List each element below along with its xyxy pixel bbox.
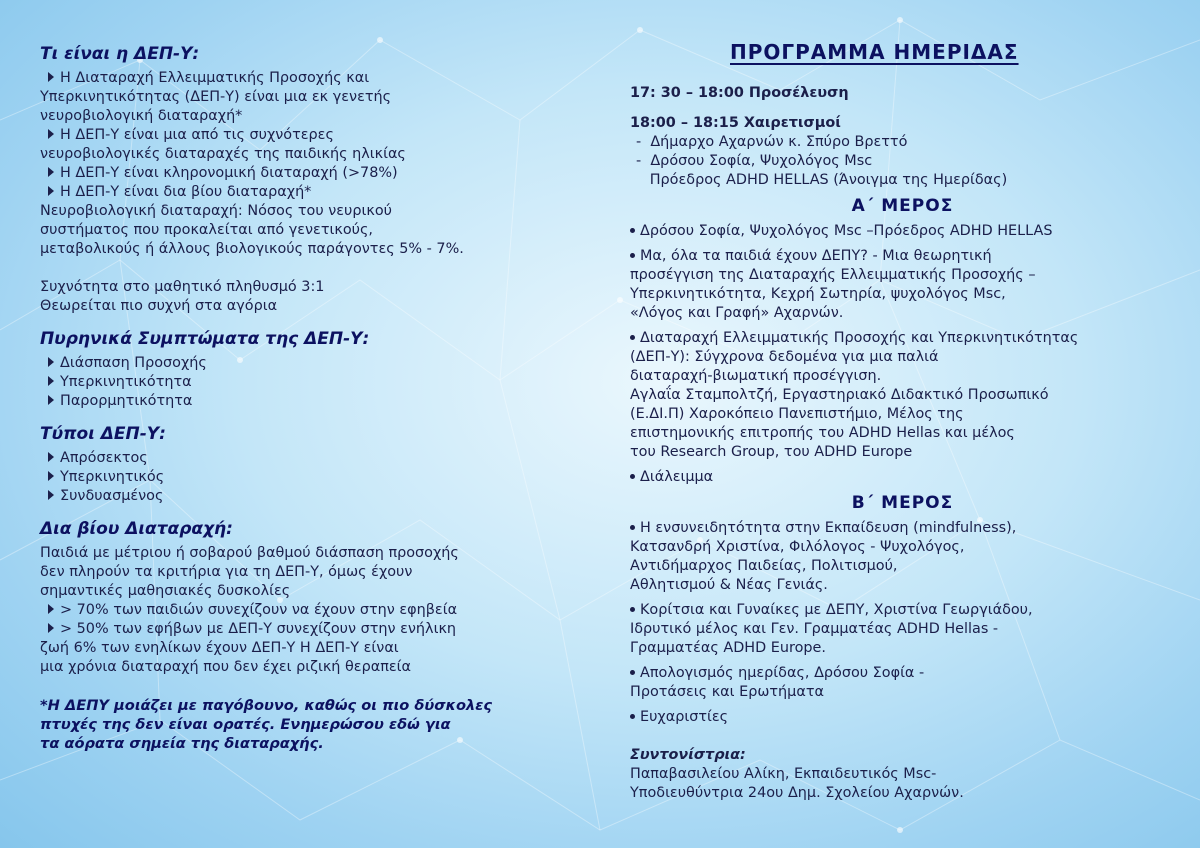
coordinator-label: Συντονίστρια: — [630, 747, 746, 763]
triangle-bullet-icon — [48, 186, 54, 196]
program-title: ΠΡΟΓΡΑΜΜΑ ΗΜΕΡΙΔΑΣ — [730, 40, 1019, 64]
list-item-cont: ζωή 6% των ενηλίκων έχουν ΔΕΠ-Υ Η ΔΕΠ-Υ είναι — [40, 640, 399, 656]
greeting-line: - Δρόσου Σοφία, Ψυχολόγος Msc — [636, 153, 873, 169]
part-b-heading: Β΄ ΜΕΡΟΣ — [851, 493, 954, 513]
program-item: Κορίτσια και Γυναίκες με ΔΕΠΥ, Χριστίνα Γεωργιάδου, — [630, 601, 1175, 620]
dot-bullet-icon — [630, 335, 635, 340]
adhd-types-heading: Τύποι ΔΕΠ-Υ: — [40, 424, 166, 444]
lifelong-line: δεν πληρούν τα κριτήρια για τη ΔΕΠ-Υ, όμως έχουν — [40, 564, 413, 580]
iceberg-note: *Η ΔΕΠΥ μοιάζει με παγόβουνο, καθώς οι πιο δύσκολες — [40, 697, 493, 714]
list-item: > 50% των εφήβων με ΔΕΠ-Υ συνεχίζουν στην ενήλικη — [40, 620, 575, 639]
list-item-cont: Υπερκινητικότητας (ΔΕΠ-Υ) είναι μια εκ γενετής — [40, 89, 392, 105]
program-item-cont: Γραμματέας ADHD Europe. — [630, 640, 826, 656]
what-is-adhd-heading: Τι είναι η ΔΕΠ-Υ: — [40, 44, 200, 64]
list-item: Παρορμητικότητα — [40, 392, 575, 411]
frequency-line: Θεωρείται πιο συχνή στα αγόρια — [40, 298, 278, 314]
lifelong-heading: Δια βίου Διαταραχή: — [40, 519, 233, 539]
dot-bullet-icon — [630, 228, 635, 233]
schedule-time: 17: 30 – 18:00 Προσέλευση — [630, 85, 849, 101]
list-item-cont: μια χρόνια διαταραχή που δεν έχει ριζική θεραπεία — [40, 659, 412, 675]
dot-bullet-icon — [630, 607, 635, 612]
program-item-cont: (Ε.ΔΙ.Π) Χαροκόπειο Πανεπιστήμιο, Μέλος της — [630, 406, 964, 422]
triangle-bullet-icon — [48, 357, 54, 367]
triangle-bullet-icon — [48, 490, 54, 500]
program-item: Διάλειμμα — [630, 468, 1175, 487]
program-item: Απολογισμός ημερίδας, Δρόσου Σοφία - — [630, 664, 1175, 683]
program-item-cont: (ΔΕΠ-Υ): Σύγχρονα δεδομένα για μια παλιά — [630, 349, 939, 365]
list-item: Συνδυασμένος — [40, 487, 575, 506]
list-item: Η Διαταραχή Ελλειμματικής Προσοχής και — [40, 69, 575, 88]
program-item: Μα, όλα τα παιδιά έχουν ΔΕΠΥ? - Μια θεωρητική — [630, 247, 1175, 266]
program-item-cont: Αγλαΐα Σταμπολτζή, Εργαστηριακό Διδακτικό Προσωπικό — [630, 387, 1049, 403]
left-column — [40, 44, 575, 753]
coordinator-line: Υποδιευθύντρια 24ου Δημ. Σχολείου Αχαρνών. — [630, 785, 964, 801]
lifelong-line: σημαντικές μαθησιακές δυσκολίες — [40, 583, 291, 599]
triangle-bullet-icon — [48, 452, 54, 462]
definition-line: Νευροβιολογική διαταραχή: Νόσος του νευρικού — [40, 203, 392, 219]
program-item-cont: Υπερκινητικότητα, Κεχρή Σωτηρία, ψυχολόγος Msc, — [630, 286, 1006, 302]
core-symptoms-heading: Πυρηνικά Συμπτώματα της ΔΕΠ-Υ: — [40, 329, 370, 349]
program-item-cont: Αθλητισμού & Νέας Γενιάς. — [630, 577, 828, 593]
list-item-cont: νευροβιολογική διαταραχή* — [40, 108, 243, 124]
list-item: > 70% των παιδιών συνεχίζουν να έχουν στην εφηβεία — [40, 601, 575, 620]
coordinator-line: Παπαβασιλείου Αλίκη, Εκπαιδευτικός Msc- — [630, 766, 937, 782]
list-item: Υπερκινητικότητα — [40, 373, 575, 392]
list-item: Η ΔΕΠ-Υ είναι κληρονομική διαταραχή (>78%) — [40, 164, 575, 183]
program-item: Ευχαριστίες — [630, 708, 1175, 727]
program-item-cont: Κατσανδρή Χριστίνα, Φιλόλογος - Ψυχολόγος, — [630, 539, 965, 555]
triangle-bullet-icon — [48, 167, 54, 177]
schedule-time: 18:00 – 18:15 Χαιρετισμοί — [630, 115, 841, 131]
definition-line: συστήματος που προκαλείται από γενετικούς, — [40, 222, 373, 238]
dot-bullet-icon — [630, 670, 635, 675]
greeting-line: Πρόεδρος ADHD HELLAS (Άνοιγμα της Ημερίδας) — [636, 172, 1008, 188]
program-item-cont: του Research Group, του ADHD Europe — [630, 444, 913, 460]
definition-line: μεταβολικούς ή άλλους βιολογικούς παράγοντες 5% - 7%. — [40, 241, 464, 257]
program-item-cont: Αντιδήμαρχος Παιδείας, Πολιτισμού, — [630, 558, 898, 574]
program-item: Δρόσου Σοφία, Ψυχολόγος Msc –Πρόεδρος ADHD HELLAS — [630, 222, 1175, 241]
dot-bullet-icon — [630, 253, 635, 258]
greeting-line: - Δήμαρχο Αχαρνών κ. Σπύρο Βρεττό — [636, 134, 908, 150]
list-item: Η ΔΕΠ-Υ είναι δια βίου διαταραχή* — [40, 183, 575, 202]
program-item: Η ενσυνειδητότητα στην Εκπαίδευση (mindfulness), — [630, 519, 1175, 538]
program-item-cont: Προτάσεις και Ερωτήματα — [630, 684, 824, 700]
program-item-cont: προσέγγιση της Διαταραχής Ελλειμματικής Προσοχής – — [630, 267, 1036, 283]
program-item-cont: διαταραχή-βιωματική προσέγγιση. — [630, 368, 882, 384]
triangle-bullet-icon — [48, 395, 54, 405]
program-item-cont: επιστημονικής επιτροπής του ADHD Hellas και μέλος — [630, 425, 1015, 441]
dot-bullet-icon — [630, 474, 635, 479]
right-column — [630, 40, 1175, 803]
part-a-heading: Α΄ ΜΕΡΟΣ — [851, 196, 954, 216]
list-item: Η ΔΕΠ-Υ είναι μια από τις συχνότερες — [40, 126, 575, 145]
dot-bullet-icon — [630, 525, 635, 530]
frequency-line: Συχνότητα στο μαθητικό πληθυσμό 3:1 — [40, 279, 325, 295]
triangle-bullet-icon — [48, 72, 54, 82]
triangle-bullet-icon — [48, 376, 54, 386]
program-item-cont: Ιδρυτικό μέλος και Γεν. Γραμματέας ADHD Hellas - — [630, 621, 999, 637]
iceberg-note: πτυχές της δεν είναι ορατές. Ενημερώσου εδώ για — [40, 716, 451, 733]
list-item: Απρόσεκτος — [40, 449, 575, 468]
triangle-bullet-icon — [48, 623, 54, 633]
iceberg-note: τα αόρατα σημεία της διαταραχής. — [40, 735, 324, 752]
list-item: Διάσπαση Προσοχής — [40, 354, 575, 373]
triangle-bullet-icon — [48, 471, 54, 481]
program-item: Διαταραχή Ελλειμματικής Προσοχής και Υπερκινητικότητας — [630, 329, 1175, 348]
lifelong-line: Παιδιά με μέτριου ή σοβαρού βαθμού διάσπαση προσοχής — [40, 545, 459, 561]
list-item-cont: νευροβιολογικές διαταραχές της παιδικής ηλικίας — [40, 146, 406, 162]
list-item: Υπερκινητικός — [40, 468, 575, 487]
triangle-bullet-icon — [48, 129, 54, 139]
triangle-bullet-icon — [48, 604, 54, 614]
dot-bullet-icon — [630, 714, 635, 719]
program-item-cont: «Λόγος και Γραφή» Αχαρνών. — [630, 305, 844, 321]
